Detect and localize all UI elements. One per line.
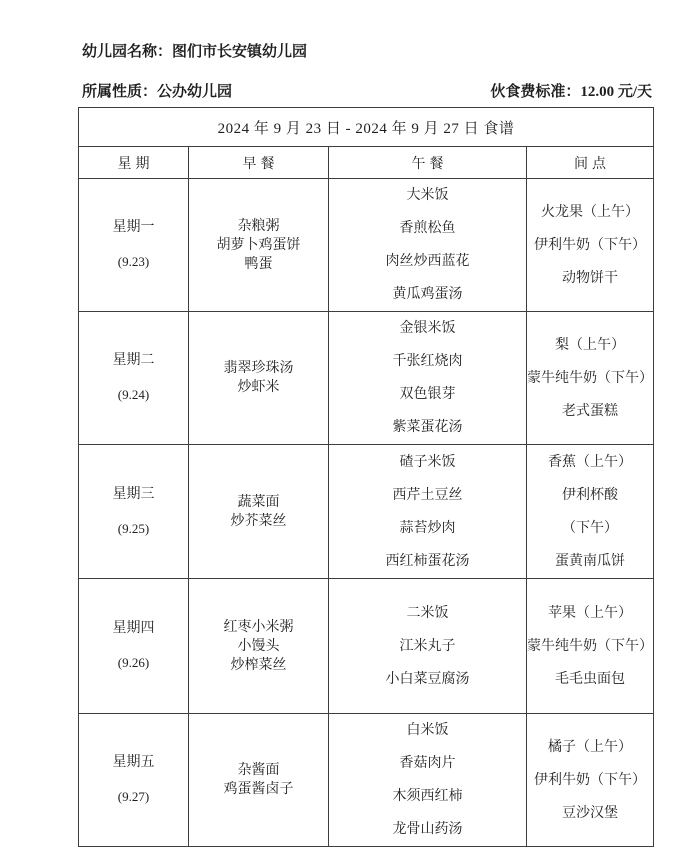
menu-item: 苹果（上午） (548, 605, 632, 621)
menu-item: 炒虾米 (237, 380, 280, 395)
menu-item: 千张红烧肉 (392, 354, 463, 369)
menu-item: 蛋黄南瓜饼 (555, 553, 625, 569)
menu-item: （下午） (562, 520, 618, 536)
day-label: 星期三 (112, 486, 155, 502)
menu-item: 西红柿蛋花汤 (385, 553, 470, 569)
menu-table (78, 107, 654, 847)
fee-label: 伙食费标准： (490, 84, 581, 100)
menu-table-container (78, 107, 654, 847)
menu-item: 梨（上午） (555, 337, 625, 353)
document-header (82, 0, 652, 100)
menu-item: 翡翠珍珠汤 (223, 361, 294, 376)
menu-item: 香蕉（上午） (548, 454, 632, 470)
day-label: 星期四 (112, 621, 155, 636)
menu-item: 红枣小米粥 (223, 619, 294, 635)
menu-item: 木须西红柿 (392, 789, 463, 804)
menu-item: 金银米饭 (399, 321, 456, 336)
menu-item: 小馒头 (237, 638, 280, 654)
menu-item: 大米饭 (406, 188, 449, 203)
table-header-row (79, 147, 654, 179)
kindergarten-name-label: 幼儿园名称： (82, 44, 173, 60)
menu-item: 杂粮粥 (237, 218, 280, 234)
nature-field (82, 84, 232, 100)
breakfast-cell (189, 179, 329, 312)
lunch-cell (329, 312, 527, 445)
menu-item: 西芹土豆丝 (392, 487, 463, 503)
menu-item: 江米丸子 (399, 638, 456, 654)
menu-item: 小白菜豆腐汤 (385, 671, 470, 687)
menu-item: 香菇肉片 (399, 756, 456, 771)
breakfast-cell (189, 312, 329, 445)
nature-label: 所属性质： (82, 84, 158, 100)
menu-item: 蒙牛纯牛奶（下午） (527, 638, 653, 654)
breakfast-cell (189, 445, 329, 579)
table-row-wednesday (79, 445, 654, 579)
menu-item: 炒芥菜丝 (230, 513, 287, 529)
day-cell (79, 179, 189, 312)
menu-item: 肉丝炒西蓝花 (385, 254, 470, 269)
menu-item: 白米饭 (406, 723, 449, 738)
menu-item: 火龙果（上午） (541, 204, 639, 220)
table-title-row (79, 108, 654, 147)
menu-item: 伊利牛奶（下午） (534, 237, 646, 253)
menu-item: 紫菜蛋花汤 (392, 420, 463, 435)
day-label: 星期二 (112, 353, 155, 368)
snack-cell (527, 179, 654, 312)
lunch-cell (329, 579, 527, 714)
menu-item: 双色银芽 (399, 387, 456, 402)
menu-item: 蒙牛纯牛奶（下午） (527, 370, 653, 386)
menu-item: 豆沙汉堡 (562, 805, 618, 821)
day-date: (9.25) (117, 520, 150, 536)
col-header-snack: 间点 (527, 147, 654, 179)
menu-item: 橘子（上午） (548, 739, 632, 755)
snack-cell (527, 312, 654, 445)
snack-cell (527, 579, 654, 714)
breakfast-cell (189, 579, 329, 714)
table-row-monday (79, 179, 654, 312)
day-date: (9.27) (117, 789, 150, 804)
lunch-cell (329, 714, 527, 847)
lunch-cell (329, 445, 527, 579)
menu-item: 黄瓜鸡蛋汤 (392, 287, 463, 302)
day-date: (9.26) (117, 655, 150, 670)
kindergarten-name-value: 图们市长安镇幼儿园 (172, 44, 308, 60)
day-date: (9.24) (117, 387, 150, 402)
table-title: 2024 年 9 月 23 日 - 2024 年 9 月 27 日 食谱 (79, 108, 654, 147)
menu-item: 蒜苔炒肉 (399, 520, 456, 536)
day-cell (79, 714, 189, 847)
nature-value: 公办幼儿园 (157, 84, 233, 100)
kindergarten-name-line (82, 44, 652, 60)
day-date: (9.23) (117, 254, 150, 269)
day-label: 星期一 (112, 220, 155, 235)
menu-item: 碴子米饭 (399, 454, 456, 470)
col-header-lunch: 午餐 (329, 147, 527, 179)
fee-value: 12.00 元/天 (580, 84, 652, 100)
col-header-day: 星期 (79, 147, 189, 179)
lunch-cell (329, 179, 527, 312)
menu-item: 二米饭 (406, 605, 449, 621)
menu-item: 炒榨菜丝 (230, 657, 287, 673)
day-cell (79, 312, 189, 445)
day-cell (79, 445, 189, 579)
menu-item: 老式蛋糕 (562, 403, 618, 419)
meta-line (82, 84, 652, 100)
menu-item: 香煎松鱼 (399, 221, 456, 236)
menu-item: 蔬菜面 (237, 494, 280, 510)
menu-item: 毛毛虫面包 (555, 671, 625, 687)
col-header-breakfast: 早餐 (189, 147, 329, 179)
menu-item: 龙骨山药汤 (392, 822, 463, 837)
table-row-tuesday (79, 312, 654, 445)
table-row-thursday (79, 579, 654, 714)
fee-field (490, 84, 652, 100)
menu-item: 杂酱面 (237, 763, 280, 778)
menu-item: 伊利杯酸 (562, 487, 618, 503)
table-row-friday (79, 714, 654, 847)
day-label: 星期五 (112, 755, 155, 770)
menu-item: 鸭蛋 (244, 256, 273, 272)
menu-item: 动物饼干 (562, 270, 618, 286)
day-cell (79, 579, 189, 714)
menu-item: 伊利牛奶（下午） (534, 772, 646, 788)
breakfast-cell (189, 714, 329, 847)
snack-cell (527, 445, 654, 579)
menu-item: 胡萝卜鸡蛋饼 (216, 237, 301, 253)
menu-item: 鸡蛋酱卤子 (223, 782, 294, 797)
snack-cell (527, 714, 654, 847)
